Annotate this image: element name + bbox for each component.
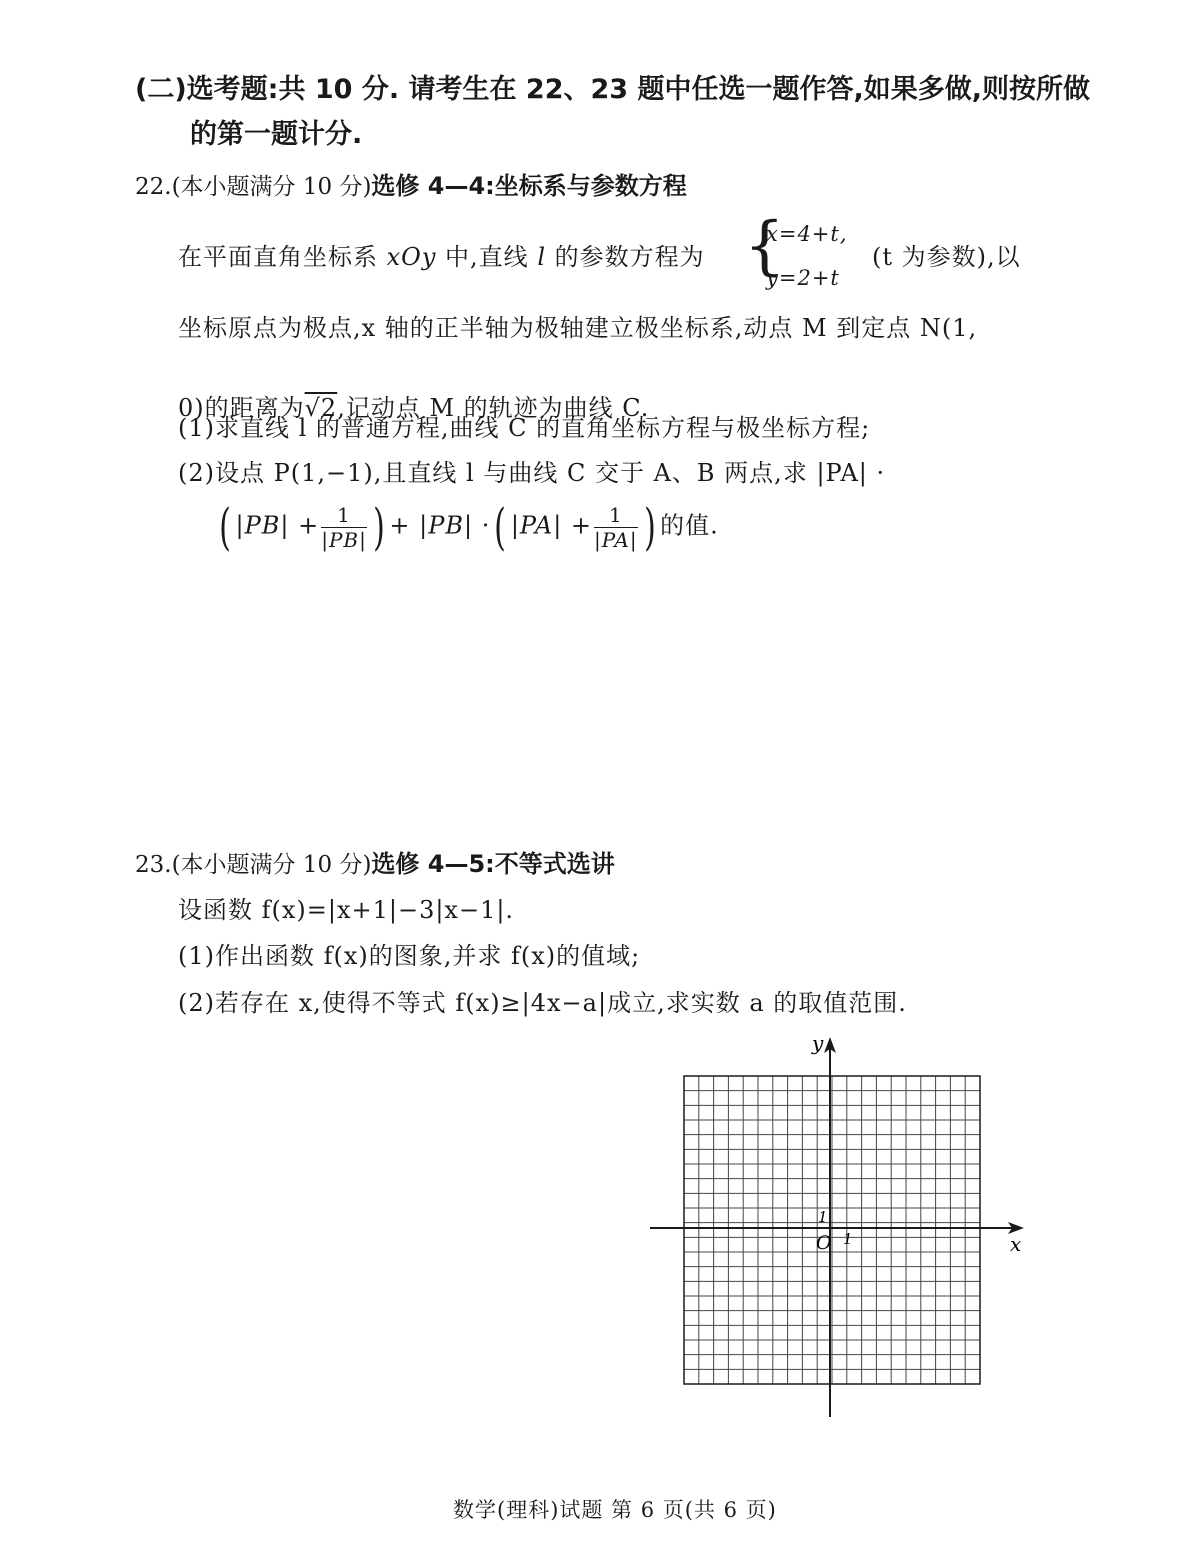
system-eq1: x=4+t, bbox=[766, 222, 848, 246]
system-line1 bbox=[766, 224, 848, 245]
origin-label: O bbox=[816, 1232, 832, 1254]
page-footer: 数学(理科)试题 第 6 页(共 6 页) bbox=[453, 1498, 777, 1522]
frac-2-den: |PA| bbox=[594, 527, 638, 552]
q22-line1 bbox=[178, 245, 705, 269]
frac-2-num: 1 bbox=[594, 505, 638, 528]
y-axis-label: y bbox=[812, 1031, 824, 1055]
q22-part1: (1)求直线 l 的普通方程,曲线 C 的直角坐标方程与极坐标方程; bbox=[178, 414, 871, 442]
section-heading-line2: 的第一题计分. bbox=[190, 119, 363, 150]
frac-1 bbox=[321, 502, 367, 552]
left-paren-1: ( bbox=[219, 498, 232, 556]
q22-line2: 坐标原点为极点,x 轴的正半轴为极轴建立极坐标系,动点 M 到定点 N(1, bbox=[178, 314, 978, 342]
q22-line3-pre: 0)的距离为 bbox=[178, 394, 305, 422]
q23-title-topic: 选修 4—5:不等式选讲 bbox=[371, 850, 615, 878]
expr-pa: |PA| + bbox=[510, 511, 593, 540]
q22-line1-l: l bbox=[537, 243, 546, 271]
grid-lines bbox=[684, 1076, 980, 1384]
q23-title bbox=[135, 852, 615, 877]
q23-line1: 设函数 f(x)=|x+1|−3|x−1|. bbox=[178, 896, 515, 924]
expr-end: 的值. bbox=[660, 511, 719, 540]
x-axis-label: x bbox=[1010, 1232, 1022, 1256]
q23-part2: (2)若存在 x,使得不等式 f(x)≥|4x−a|成立,求实数 a 的取值范围. bbox=[178, 989, 907, 1017]
unit-y-label: 1 bbox=[818, 1208, 828, 1226]
expr-mid: + |PB| · bbox=[389, 511, 491, 540]
right-paren-2: ) bbox=[643, 498, 656, 556]
q22-line1-end: 的参数方程为 bbox=[546, 243, 705, 271]
q23-title-num: 23.(本小题满分 10 分) bbox=[135, 852, 372, 878]
q22-line1-pre: 在平面直角坐标系 bbox=[178, 243, 387, 271]
right-paren-1: ) bbox=[372, 498, 386, 556]
frac-1-num: 1 bbox=[321, 505, 367, 528]
system-eq2: y=2+t bbox=[766, 266, 840, 290]
q22-title-num: 22.(本小题满分 10 分) bbox=[135, 174, 372, 200]
q22-line1-post: 中,直线 bbox=[436, 243, 538, 271]
system-line2 bbox=[766, 268, 840, 289]
unit-x-label: 1 bbox=[843, 1230, 853, 1248]
q22-part2: (2)设点 P(1,−1),且直线 l 与曲线 C 交于 A、B 两点,求 |PA| · bbox=[178, 459, 886, 487]
section-heading-line1: (二)选考题:共 10 分. 请考生在 22、23 题中任选一题作答,如果多做,则按所做 bbox=[135, 74, 1090, 105]
system-brace: { bbox=[744, 209, 785, 283]
sqrt-2: √2 bbox=[304, 394, 338, 422]
expr-pb: |PB| + bbox=[235, 511, 320, 540]
frac-1-den: |PB| bbox=[321, 527, 367, 552]
q23-part1: (1)作出函数 f(x)的图象,并求 f(x)的值域; bbox=[178, 942, 641, 970]
q22-line1-xoy: xOy bbox=[386, 243, 437, 271]
q22-title-topic: 选修 4—4:坐标系与参数方程 bbox=[371, 172, 687, 200]
q22-title bbox=[135, 174, 687, 199]
q22-expression bbox=[215, 498, 719, 556]
param-note: (t 为参数),以 bbox=[872, 243, 1021, 271]
frac-2 bbox=[594, 502, 638, 552]
coordinate-grid bbox=[640, 1025, 1040, 1425]
left-paren-2: ( bbox=[494, 498, 507, 556]
q22-line3-post: ,记动点 M 的轨迹为曲线 C. bbox=[337, 394, 650, 422]
